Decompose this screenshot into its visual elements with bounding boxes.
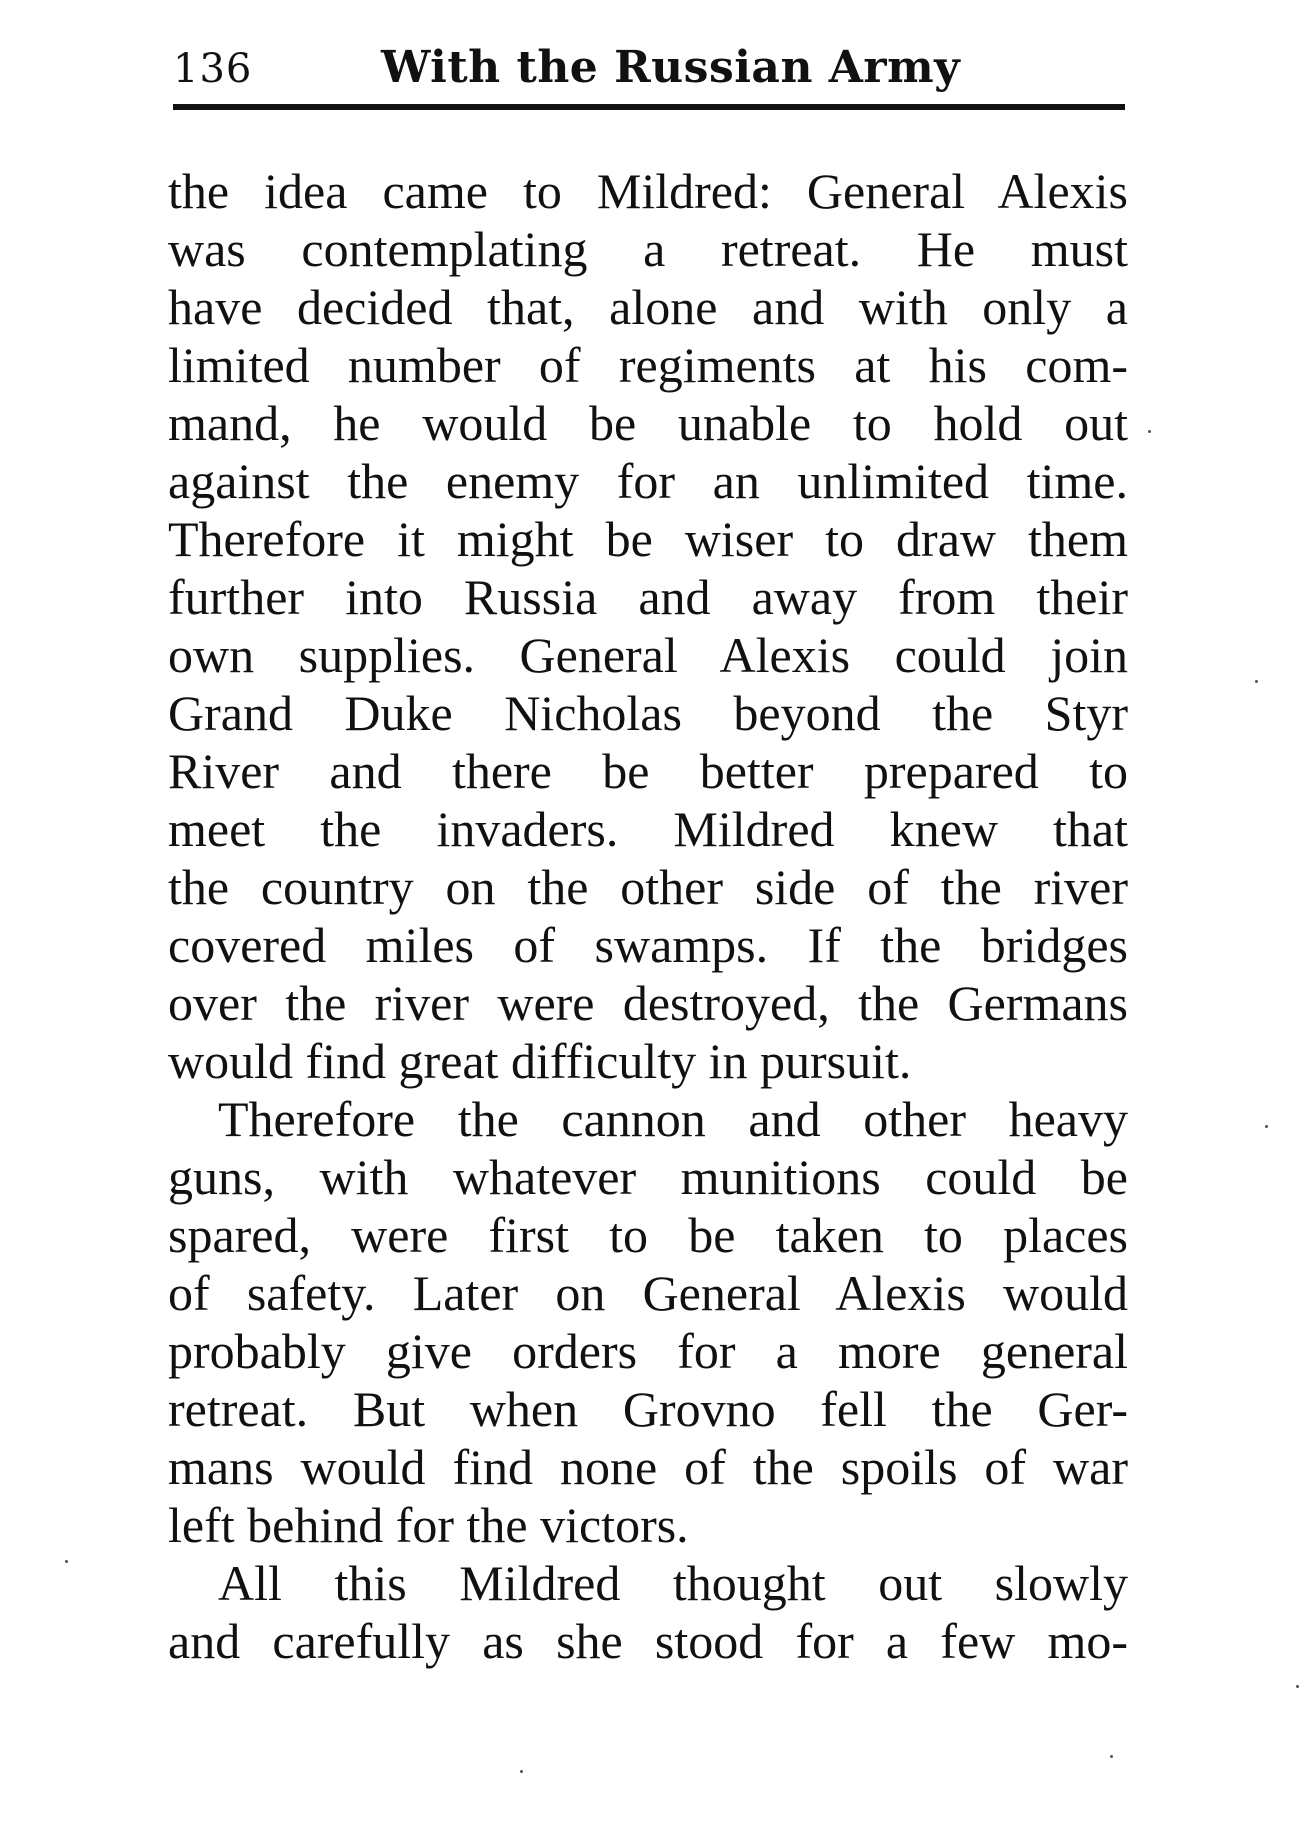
- text-line: the idea came to Mildred: General Alexis: [168, 163, 1128, 219]
- paper-speck: [65, 1560, 68, 1563]
- text-line: All this Mildred thought out slowly: [218, 1555, 1128, 1611]
- text-line: limited number of regiments at his com-: [168, 337, 1128, 393]
- text-line: would find great difficulty in pursuit.: [168, 1033, 912, 1089]
- text-line: mand, he would be unable to hold out: [168, 395, 1128, 451]
- text-line: over the river were destroyed, the Germans: [168, 975, 1128, 1031]
- paper-speck: [520, 1770, 523, 1773]
- text-line: mans would find none of the spoils of war: [168, 1439, 1128, 1495]
- running-title: With the Russian Army: [381, 42, 961, 93]
- paper-speck: [1148, 430, 1151, 433]
- header-rule: [173, 104, 1125, 110]
- text-line: meet the invaders. Mildred knew that: [168, 801, 1128, 857]
- text-line: was contemplating a retreat. He must: [168, 221, 1128, 277]
- text-line: spared, were first to be taken to places: [168, 1207, 1128, 1263]
- page-header: [173, 42, 1125, 100]
- text-line: covered miles of swamps. If the bridges: [168, 917, 1128, 973]
- text-line: retreat. But when Grovno fell the Ger-: [168, 1381, 1128, 1437]
- page-number: 136: [173, 46, 253, 92]
- text-line: further into Russia and away from their: [168, 569, 1128, 625]
- text-line: Grand Duke Nicholas beyond the Styr: [168, 685, 1128, 741]
- paper-speck: [1265, 1125, 1268, 1128]
- text-line: own supplies. General Alexis could join: [168, 627, 1128, 683]
- text-line: against the enemy for an unlimited time.: [168, 453, 1128, 509]
- text-line: River and there be better prepared to: [168, 743, 1128, 799]
- text-line: have decided that, alone and with only a: [168, 279, 1128, 335]
- text-line: Therefore it might be wiser to draw them: [168, 511, 1128, 567]
- text-line: and carefully as she stood for a few mo-: [168, 1613, 1128, 1669]
- text-line: probably give orders for a more general: [168, 1323, 1128, 1379]
- text-line: left behind for the victors.: [168, 1497, 689, 1553]
- paper-speck: [1255, 680, 1258, 683]
- paper-speck: [1296, 1685, 1299, 1688]
- text-line: of safety. Later on General Alexis would: [168, 1265, 1128, 1321]
- body-text: [168, 162, 1128, 1670]
- text-line: the country on the other side of the river: [168, 859, 1128, 915]
- paper-speck: [1110, 1755, 1113, 1758]
- text-line: guns, with whatever munitions could be: [168, 1149, 1128, 1205]
- text-line: Therefore the cannon and other heavy: [218, 1091, 1128, 1147]
